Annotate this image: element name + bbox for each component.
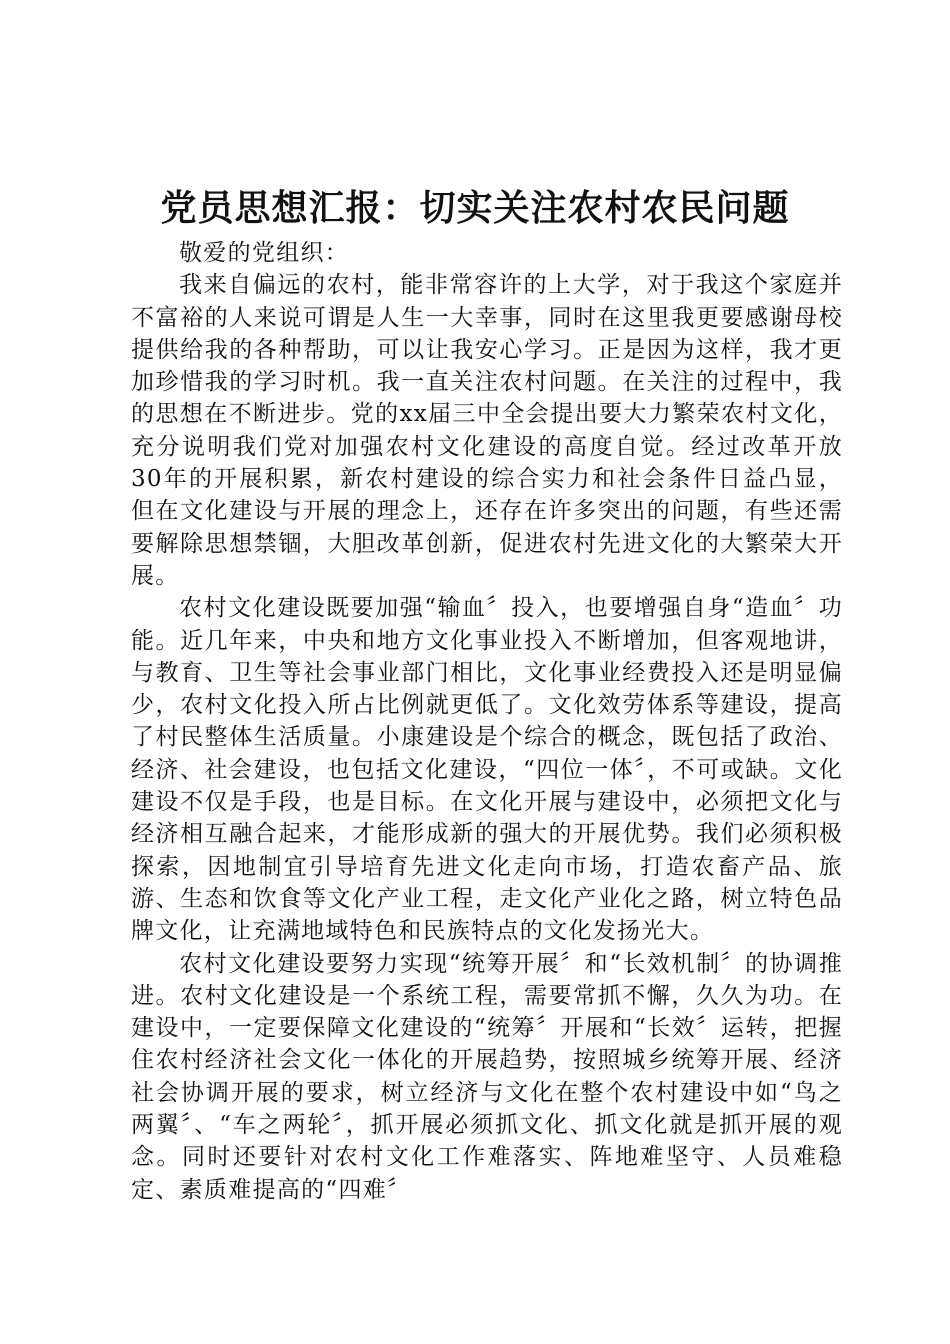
salutation: 敬爱的党组织： (179, 240, 350, 266)
document-title: 党员思想汇报：切实关注农村农民问题 (160, 187, 790, 229)
paragraph-2: 农村文化建设既要加强“输血〞投入，也要增强自身“造血〞功能。近几年来，中央和地方文化事业投入不断增加，但客观地讲，与教育、卫生等社会事业部门相比，文化事业经费投入还是明显偏少，农村文化投入所占比例就更低了。文化效劳体系等建设，提高了村民整体生活质量。小康建设是个综合的概念，既包括了政治、经济、社会建设，也包括文化建设，“四位一体〞，不可或缺。文化建设不仅是手段，也是目标。在文化开展与建设中，必须把文化与经济相互融合起来，才能形成新的强大的开展优势。我们必须积极探索，因地制宜引导培育先进文化走向市场，打造农畜产品、旅游、生态和饮食等文化产业工程，走文化产业化之路，树立特色品牌文化，让充满地域特色和民族特点的文化发扬光大。 (131, 595, 843, 945)
paragraph-3: 农村文化建设要努力实现“统筹开展〞和“长效机制〞的协调推进。农村文化建设是一个系统工程，需要常抓不懈，久久为功。在建设中，一定要保障文化建设的“统筹〞开展和“长效〞运转，把握住农村经济社会文化一体化的开展趋势，按照城乡统筹开展、经济社会协调开展的要求，树立经济与文化在整个农村建设中如“鸟之两翼〞、“车之两轮〞，抓开展必须抓文化、抓文化就是抓开展的观念。同时还要针对农村文化工作难落实、阵地难坚守、人员难稳定、素质难提高的“四难〞 (131, 950, 843, 1203)
document-body (131, 237, 843, 1206)
paragraph-1: 我来自偏远的农村，能非常容许的上大学，对于我这个家庭并不富裕的人来说可谓是人生一大幸事，同时在这里我更要感谢母校提供给我的各种帮助，可以让我安心学习。正是因为这样，我才更加珍惜我的学习时机。我一直关注农村问题。在关注的过程中，我的思想在不断进步。党的xx届三中全会提出要大力繁荣农村文化，充分说明我们党对加强农村文化建设的高度自觉。经过改革开放30年的开展积累，新农村建设的综合实力和社会条件日益凸显，但在文化建设与开展的理念上，还存在许多突出的问题，有些还需要解除思想禁锢，大胆改革创新，促进农村先进文化的大繁荣大开展。 (131, 272, 843, 589)
